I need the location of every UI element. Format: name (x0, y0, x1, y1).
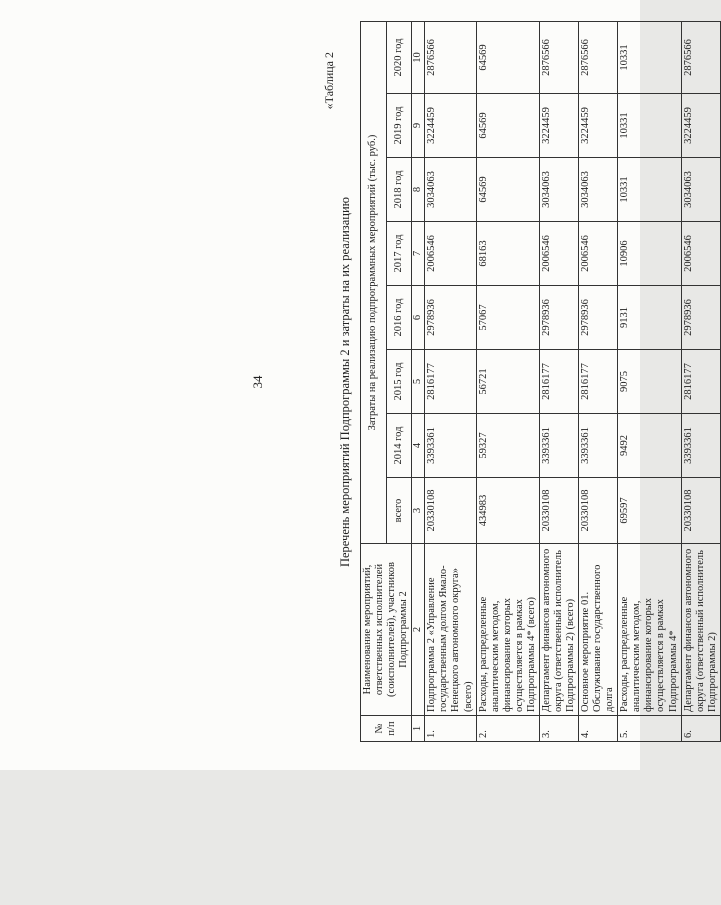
row-name: Основное мероприятие 01. Обслуживание государственного долга (579, 544, 618, 716)
cell-total: 20330108 (681, 478, 720, 544)
cell-value: 3393361 (539, 414, 578, 478)
cell-value: 3393361 (425, 414, 476, 478)
row-name: Подпрограмма 2 «Управление государственным долгом Ямало-Ненецкого автономного округа» (всего) (425, 544, 476, 716)
cell-value: 64569 (476, 22, 539, 94)
header-total: всего (386, 478, 412, 544)
row-name: Департамент финансов автономного округа (ответственный исполнитель Подпрограммы 2) (681, 544, 720, 716)
header-number: № п/п (361, 716, 412, 742)
column-index: 4 (412, 414, 425, 478)
row-number: 5. (618, 716, 681, 742)
cell-value: 3034063 (539, 158, 578, 222)
column-index: 3 (412, 478, 425, 544)
cell-value: 2978936 (681, 286, 720, 350)
column-index: 8 (412, 158, 425, 222)
cell-value: 3224459 (681, 94, 720, 158)
header-year: 2018 год (386, 158, 412, 222)
header-year: 2014 год (386, 414, 412, 478)
header-year: 2016 год (386, 286, 412, 350)
table-row (476, 22, 539, 742)
cell-value: 68163 (476, 222, 539, 286)
cell-value: 3224459 (539, 94, 578, 158)
cell-value: 2978936 (539, 286, 578, 350)
header-year: 2020 год (386, 22, 412, 94)
row-number: 6. (681, 716, 720, 742)
column-index: 1 (412, 716, 425, 742)
cell-value: 3034063 (681, 158, 720, 222)
cell-value: 2816177 (425, 350, 476, 414)
cell-value: 64569 (476, 158, 539, 222)
cell-value: 59327 (476, 414, 539, 478)
cell-value: 2006546 (681, 222, 720, 286)
header-name: Наименование мероприятий, ответственных исполнителей (соисполнителей), участников Подпрограммы 2 (361, 544, 412, 716)
document-title: Перечень мероприятий Подпрограммы 2 и затраты на их реализацию (338, 196, 352, 568)
cell-value: 9075 (618, 350, 681, 414)
cell-value: 2816177 (539, 350, 578, 414)
cell-value: 10331 (618, 158, 681, 222)
cell-total: 20330108 (425, 478, 476, 544)
cell-value: 2816177 (681, 350, 720, 414)
cell-value: 3034063 (425, 158, 476, 222)
cell-total: 20330108 (579, 478, 618, 544)
table-row (539, 22, 578, 742)
cell-value: 3034063 (579, 158, 618, 222)
cell-total: 69597 (618, 478, 681, 544)
column-index: 2 (412, 544, 425, 716)
cell-value: 2978936 (425, 286, 476, 350)
cell-value: 2006546 (579, 222, 618, 286)
cell-value: 9492 (618, 414, 681, 478)
cell-value: 56721 (476, 350, 539, 414)
cell-value: 2006546 (425, 222, 476, 286)
cell-value: 10331 (618, 94, 681, 158)
header-costs: Затраты на реализацию подпрограммных мероприятий (тыс. руб.) (361, 22, 387, 544)
costs-table (360, 21, 721, 742)
table-row (681, 22, 720, 742)
cell-value: 64569 (476, 94, 539, 158)
cell-value: 3224459 (425, 94, 476, 158)
cell-value: 2006546 (539, 222, 578, 286)
row-name: Расходы, распределенные аналитическим методом, финансирование которых осуществляется в рамках Подпрограммы 4* (всего) (476, 544, 539, 716)
cell-value: 3393361 (579, 414, 618, 478)
table-label: «Таблица 2 (322, 52, 336, 110)
table-row (425, 22, 476, 742)
cell-value: 3393361 (681, 414, 720, 478)
row-number: 4. (579, 716, 618, 742)
table-row (579, 22, 618, 742)
column-index: 7 (412, 222, 425, 286)
header-year: 2019 год (386, 94, 412, 158)
column-index: 9 (412, 94, 425, 158)
page-number: 34 (250, 375, 265, 389)
column-index-row (412, 22, 425, 742)
row-name: Департамент финансов автономного округа (ответственный исполнитель Подпрограммы 2) (всего) (539, 544, 578, 716)
header-year: 2017 год (386, 222, 412, 286)
cell-value: 2876566 (681, 22, 720, 94)
row-number: 2. (476, 716, 539, 742)
row-name: Расходы, распределенные аналитическим методом, финансирование которых осуществляется в рамках Подпрограммы 4* (618, 544, 681, 716)
row-number: 1. (425, 716, 476, 742)
cell-value: 10906 (618, 222, 681, 286)
cell-total: 434983 (476, 478, 539, 544)
cell-value: 2876566 (579, 22, 618, 94)
table-row (618, 22, 681, 742)
cell-value: 10331 (618, 22, 681, 94)
cell-value: 2876566 (425, 22, 476, 94)
cell-value: 9131 (618, 286, 681, 350)
cell-total: 20330108 (539, 478, 578, 544)
cell-value: 2978936 (579, 286, 618, 350)
column-index: 5 (412, 350, 425, 414)
row-number: 3. (539, 716, 578, 742)
column-index: 10 (412, 22, 425, 94)
cell-value: 3224459 (579, 94, 618, 158)
cell-value: 57067 (476, 286, 539, 350)
cell-value: 2816177 (579, 350, 618, 414)
rotated-content (70, 12, 718, 752)
header-year: 2015 год (386, 350, 412, 414)
cell-value: 2876566 (539, 22, 578, 94)
column-index: 6 (412, 286, 425, 350)
